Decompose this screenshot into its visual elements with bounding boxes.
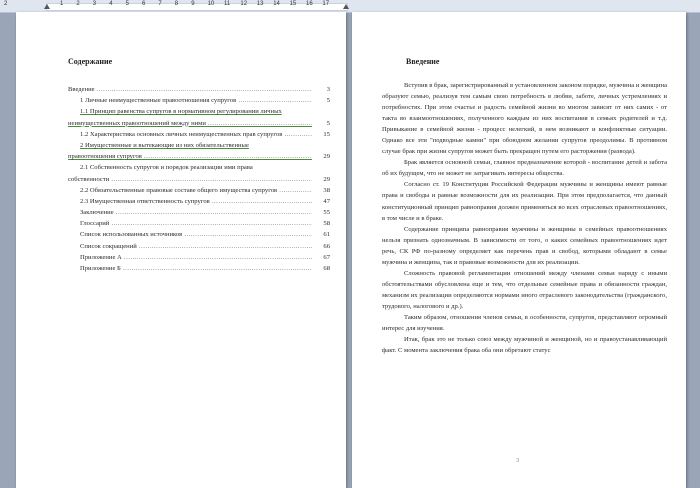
toc-entry-title: 1 Личные неимущественные правоотношения супругов .....	[80, 95, 312, 106]
ruler-number: 9	[191, 1, 195, 7]
toc-entry[interactable]	[68, 174, 330, 185]
toc-entry-page: 58	[322, 218, 330, 229]
page-title: Содержание	[68, 57, 113, 66]
toc-entry[interactable]	[68, 106, 330, 117]
toc-entry-page: 3	[326, 84, 330, 95]
toc-entry-page: 15	[322, 129, 330, 140]
toc-entry-page: 61	[322, 229, 330, 240]
toc-entry-title: 1.2 Характеристика основных личных неимущественных прав супругов .....	[80, 129, 312, 140]
toc-entry[interactable]	[68, 207, 330, 218]
toc-entry[interactable]	[68, 95, 330, 106]
paragraph: Содержание принципа равноправия мужчины и женщины в семейных правоотношениях нельзя признать однозначным. В зависимости от того, о каких семейных правоотношениях идет речь, СК РФ по-разному определяет как перечень прав и свобод, которыми обладают в семье мужчина и женщина, так и правовые возможности для их реализации.	[382, 225, 667, 266]
ruler-track	[46, 3, 348, 11]
ruler-number: 11	[224, 1, 231, 7]
toc-entry-title: 1.1 Принцип равенства супругов в нормативном регулировании личных	[80, 108, 282, 116]
ruler-number: 7	[158, 1, 162, 7]
ruler-left-label: 2	[4, 1, 8, 7]
ruler-number: 8	[174, 1, 179, 7]
paragraph: Вступив в брак, зарегистрированный в установленном законом порядке, мужчина и женщина образуют семью, реализуя тем самым свою потребность в любви, заботе, личных устремлениях и потребностях. При этом счастье и радость семейной жизни во многом зависят от них самих - от такта во взаимоотношениях, полученного каждым из них воспитания в семьях родителей и т.д. Привыкание в семейной жизни - процесс нелегкий, в нем возникают и конфликтные ситуации. Однако все эти "подводные камни" при обоюдном желании супругов преодолимы. В противном случае брак при жизни супругов может быть прекращен путем его расторжения (развода).	[382, 82, 667, 156]
toc-entry-title: 2.3 Имущественная ответственность супругов .....	[80, 196, 312, 207]
toc-entry-page: 29	[322, 151, 330, 162]
ruler-number: 13	[256, 1, 264, 7]
page-number: 3	[516, 458, 519, 464]
toc-entry-page: 38	[322, 185, 330, 196]
paragraph: Таким образом, отношения членов семьи, в особенности, супругов, представляют огромный интерес для изучения.	[382, 313, 667, 333]
toc-entry-title: собственности .....	[68, 174, 312, 185]
toc-entry-title: Глоссарий .....	[80, 218, 312, 229]
ruler-number: 16	[306, 1, 313, 7]
paragraph: Сложность правовой регламентации отношений между членами семьи наряду с иными обстоятельствами обусловлена еще и тем, что отдельные семейные права и обязанности граждан, механизм их реализации определяются нормами иного отраслевого законодательства (гражданского, трудового, налогового и др.).	[382, 269, 667, 310]
page-contents[interactable]	[16, 12, 346, 488]
paragraph: Брак является основной семьи, главное предназначение которой - воспитание детей и забота об их будущем, что не может не затрагивать интересы общества.	[382, 159, 667, 178]
toc-entry-title: Список сокращений .....	[80, 241, 312, 252]
toc-entry-title: Список использованных источников .....	[80, 229, 312, 240]
toc-entry[interactable]	[68, 129, 330, 140]
toc-entry[interactable]	[68, 185, 330, 196]
toc-entry-page: 66	[322, 241, 330, 252]
table-of-contents	[68, 84, 330, 274]
toc-entry[interactable]	[68, 118, 330, 129]
ruler-number: 4	[109, 1, 113, 7]
ruler-number: 15	[289, 1, 297, 7]
ruler-number: 14	[273, 1, 280, 7]
toc-entry[interactable]	[68, 229, 330, 240]
toc-entry-title: правоотношения супругов .....	[68, 151, 312, 162]
ruler-indent-marker[interactable]	[44, 4, 50, 9]
body-text	[382, 80, 667, 356]
toc-entry[interactable]	[68, 252, 330, 263]
toc-entry[interactable]	[68, 84, 330, 95]
toc-entry[interactable]	[68, 140, 330, 151]
paragraph: Итак, брак это не только союз между мужчиной и женщиной, но и правоустанавливающий факт. С момента заключения брака оба они обретают статус	[382, 336, 667, 355]
toc-entry[interactable]	[68, 263, 330, 274]
toc-entry-page: 29	[322, 174, 330, 185]
toc-entry-page: 5	[326, 95, 330, 106]
toc-entry-page: 5	[326, 118, 330, 129]
toc-entry[interactable]	[68, 196, 330, 207]
toc-entry-title: Заключение .....	[80, 207, 312, 218]
toc-entry-title: 2 Имущественные и вытекающие из них обязательственные	[80, 141, 249, 149]
toc-entry-page: 47	[322, 196, 330, 207]
ruler-number: 1	[60, 1, 64, 7]
toc-entry-title: неимущественных правоотношений между ними .....	[68, 118, 312, 129]
ruler-number: 5	[125, 1, 129, 7]
ruler-number: 6	[142, 1, 146, 7]
ruler-number: 3	[92, 1, 97, 7]
ruler-right-indent-marker[interactable]	[343, 4, 349, 9]
ruler-number: 17	[322, 1, 330, 7]
toc-entry-page: 68	[322, 263, 330, 274]
page-introduction[interactable]	[352, 12, 686, 488]
toc-entry[interactable]	[68, 241, 330, 252]
ruler-number: 12	[240, 1, 248, 7]
toc-entry-title: Приложение А .....	[80, 252, 312, 263]
toc-entry-title: 2.2 Обязательственные правовые составе общего имущества супругов .....	[80, 185, 312, 196]
ruler-number: 2	[76, 1, 80, 7]
toc-entry-title: Введение .....	[68, 84, 312, 95]
toc-entry-title: Приложение Б .....	[80, 263, 312, 274]
toc-entry-title: 2.1 Собственность супругов и порядок реализации ими права	[80, 164, 253, 172]
toc-entry[interactable]	[68, 218, 330, 229]
toc-entry[interactable]	[68, 151, 330, 162]
paragraph: Согласно ст. 19 Конституции Российской Федерации мужчины и женщины имеют равные права и свободы и равные возможности для их реализации. При этом предполагается, что данный конституционный принцип равноправия должен применяться во всех отраслевых правоотношениях, в том числе и в браке.	[382, 181, 667, 222]
toc-entry-page: 55	[322, 207, 330, 218]
toc-entry[interactable]	[68, 162, 330, 173]
ruler-number: 10	[207, 1, 215, 7]
toc-entry-page: 67	[322, 252, 330, 263]
page-title: Введение	[406, 57, 440, 66]
